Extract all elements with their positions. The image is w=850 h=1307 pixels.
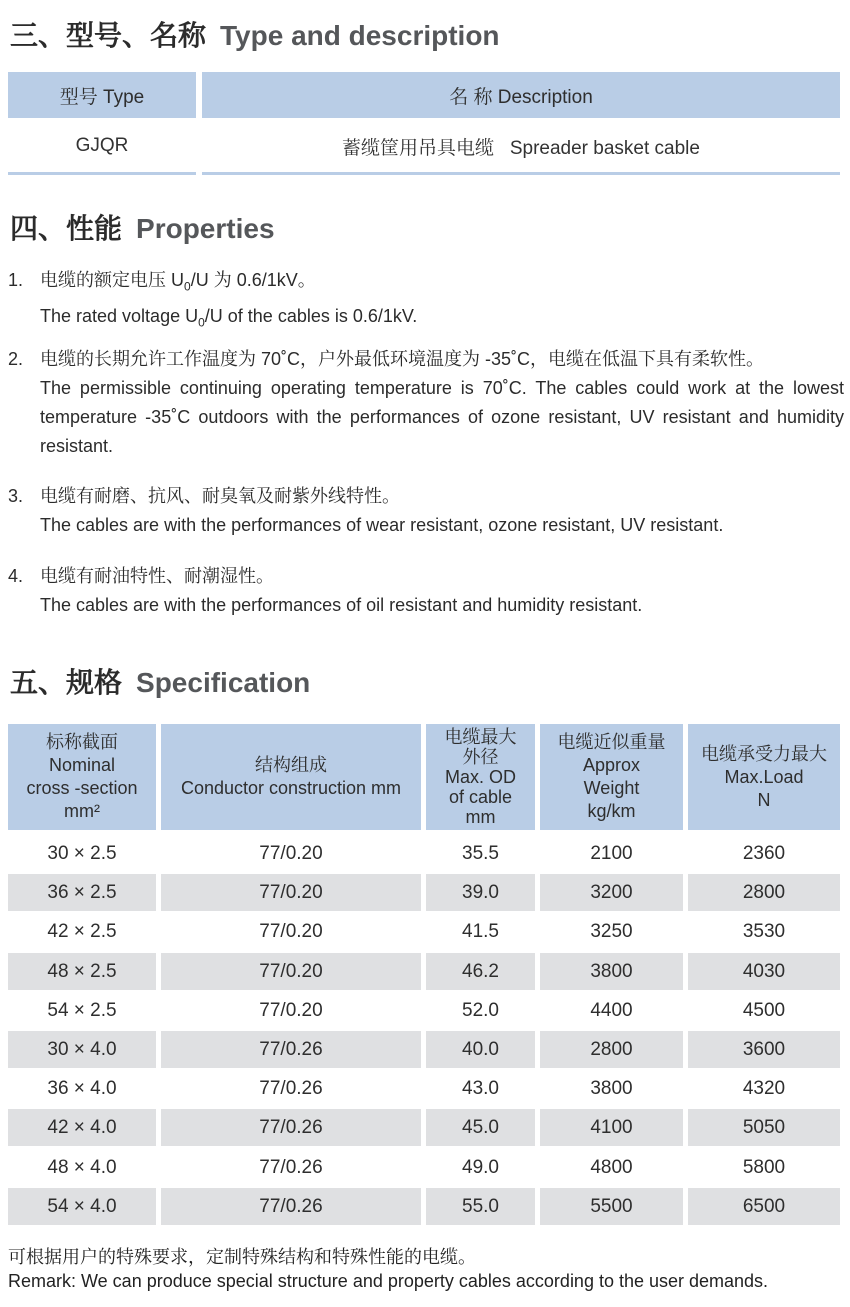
spec-cell-max-od: 45.0 bbox=[462, 1116, 499, 1138]
spec-cell-max-load: 3600 bbox=[742, 1038, 786, 1060]
property-number: 4. bbox=[8, 566, 24, 586]
spec-cell-max-load: 4320 bbox=[742, 1077, 786, 1099]
spec-cell-conductor-construction: 77/0.20 bbox=[259, 881, 323, 903]
property-number: 3. bbox=[8, 486, 24, 506]
spec-cell-max-load: 3530 bbox=[742, 920, 786, 942]
spec-cell-nominal-section: 42 × 2.5 bbox=[47, 920, 117, 942]
property-item-2 bbox=[8, 345, 844, 461]
property-item-3 bbox=[8, 482, 844, 540]
spec-cell-nominal-section: 54 × 4.0 bbox=[47, 1195, 117, 1217]
spec-cell-max-od: 41.5 bbox=[462, 920, 499, 942]
spec-cell-max-load: 5050 bbox=[742, 1116, 786, 1138]
property-text-cn: 电缆有耐油特性、耐潮湿性。 bbox=[40, 566, 274, 586]
property-text-cn: 电缆有耐磨、抗风、耐臭氧及耐紫外线特性。 bbox=[40, 486, 400, 506]
spec-cell-max-load: 4030 bbox=[742, 960, 786, 982]
description-header: 名 称 Description bbox=[202, 72, 840, 118]
spec-cell-conductor-construction: 77/0.26 bbox=[259, 1195, 323, 1217]
table-rule-left bbox=[8, 172, 196, 175]
section-properties-heading bbox=[10, 207, 275, 247]
section-properties-title-en: Properties bbox=[136, 213, 275, 244]
property-item-1 bbox=[8, 266, 844, 337]
spec-cell-max-od: 39.0 bbox=[462, 881, 499, 903]
spec-cell-nominal-section: 42 × 4.0 bbox=[47, 1116, 117, 1138]
property-text-cn: 电缆的额定电压 $U_0/U$ 为 0.6/1kV。 bbox=[40, 270, 316, 294]
property-text-en: The cables are with the performances of wear resistant, ozone resistant, UV resistant. bbox=[40, 515, 724, 535]
spec-cell-conductor-construction: 77/0.26 bbox=[259, 1116, 323, 1138]
spec-cell-approx-weight: 3250 bbox=[590, 920, 633, 942]
property-text-en: The cables are with the performances of oil resistant and humidity resistant. bbox=[40, 595, 643, 615]
description-value: 蓄缆筐用吊具电缆 Spreader basket cable bbox=[342, 137, 700, 159]
spec-cell-nominal-section: 48 × 2.5 bbox=[47, 960, 117, 982]
spec-cell-max-od: 49.0 bbox=[462, 1156, 499, 1178]
section-properties-title-cn: 四、性能 bbox=[10, 213, 123, 244]
spec-cell-approx-weight: 5500 bbox=[590, 1195, 633, 1217]
property-text-en: The permissible continuing operating temperature is 70˚C. The cables could work at the lowest temperature -35˚C outdoors with the performances of ozone resistant, UV resistant and humidity resistant. bbox=[40, 378, 844, 456]
spec-cell-approx-weight: 3800 bbox=[590, 1077, 633, 1099]
spec-cell-max-load: 4500 bbox=[742, 999, 786, 1021]
section-specification-title-cn: 五、规格 bbox=[10, 667, 123, 698]
spec-cell-conductor-construction: 77/0.20 bbox=[259, 920, 323, 942]
spec-cell-approx-weight: 2800 bbox=[590, 1038, 633, 1060]
spec-header-max-load: 电缆承受力最大 Max.Load N bbox=[688, 724, 840, 830]
spec-header-nominal-section: 标称截面 Nominal cross -section mm² bbox=[8, 724, 156, 830]
spec-cell-nominal-section: 30 × 4.0 bbox=[47, 1038, 117, 1060]
property-text-en: The rated voltage $U_0/U$ of the cables is 0.6/1kV. bbox=[40, 305, 418, 330]
property-number: 2. bbox=[8, 349, 24, 369]
spec-cell-max-load: 5800 bbox=[742, 1156, 786, 1178]
spec-cell-max-od: 55.0 bbox=[462, 1195, 499, 1217]
spec-cell-conductor-construction: 77/0.26 bbox=[259, 1077, 323, 1099]
type-value: GJQR bbox=[75, 135, 129, 156]
spec-cell-approx-weight: 3800 bbox=[590, 960, 633, 982]
spec-cell-max-od: 40.0 bbox=[462, 1038, 499, 1060]
spec-cell-nominal-section: 54 × 2.5 bbox=[47, 999, 117, 1021]
section-specification-title-en: Specification bbox=[136, 667, 311, 698]
spec-cell-approx-weight: 2100 bbox=[590, 842, 633, 864]
spec-cell-conductor-construction: 77/0.26 bbox=[259, 1038, 323, 1060]
spec-header-conductor-construction: 结构组成 Conductor construction mm bbox=[161, 724, 421, 830]
spec-cell-max-load: 6500 bbox=[742, 1195, 786, 1217]
spec-cell-conductor-construction: 77/0.20 bbox=[259, 999, 323, 1021]
spec-cell-nominal-section: 36 × 4.0 bbox=[47, 1077, 117, 1099]
spec-cell-approx-weight: 4100 bbox=[590, 1116, 633, 1138]
property-number: 1. bbox=[8, 270, 24, 290]
section-type-title-cn: 三、型号、名称 bbox=[10, 20, 207, 51]
spec-cell-max-load: 2800 bbox=[742, 881, 786, 903]
spec-cell-max-od: 43.0 bbox=[462, 1077, 499, 1099]
spec-cell-max-od: 52.0 bbox=[462, 999, 499, 1021]
spec-header-max-od: 电缆最大 外径 Max. OD of cable mm bbox=[426, 724, 535, 830]
spec-cell-conductor-construction: 77/0.20 bbox=[259, 960, 323, 982]
property-text-cn: 电缆的长期允许工作温度为 70˚C，户外最低环境温度为 -35˚C，电缆在低温下具有柔软性。 bbox=[40, 349, 765, 369]
spec-cell-approx-weight: 3200 bbox=[590, 881, 633, 903]
section-specification-heading bbox=[10, 661, 310, 701]
spec-cell-nominal-section: 30 × 2.5 bbox=[47, 842, 117, 864]
remark-cn: 可根据用户的特殊要求，定制特殊结构和特殊性能的电缆。 bbox=[8, 1247, 476, 1267]
spec-header-approx-weight: 电缆近似重量 Approx Weight kg/km bbox=[540, 724, 683, 830]
type-header: 型号 Type bbox=[8, 72, 196, 118]
remark-en: Remark: We can produce special structure and property cables according to the user demands. bbox=[8, 1271, 769, 1291]
spec-cell-approx-weight: 4800 bbox=[590, 1156, 633, 1178]
spec-cell-nominal-section: 48 × 4.0 bbox=[47, 1156, 117, 1178]
property-item-4 bbox=[8, 562, 844, 620]
section-type-heading bbox=[10, 14, 500, 54]
spec-cell-conductor-construction: 77/0.26 bbox=[259, 1156, 323, 1178]
spec-cell-max-od: 35.5 bbox=[462, 842, 499, 864]
table-rule-right bbox=[202, 172, 840, 175]
spec-cell-conductor-construction: 77/0.20 bbox=[259, 842, 323, 864]
spec-cell-nominal-section: 36 × 2.5 bbox=[47, 881, 117, 903]
spec-cell-max-load: 2360 bbox=[742, 842, 786, 864]
section-type-title-en: Type and description bbox=[220, 20, 500, 51]
spec-cell-approx-weight: 4400 bbox=[590, 999, 633, 1021]
spec-cell-max-od: 46.2 bbox=[462, 960, 499, 982]
